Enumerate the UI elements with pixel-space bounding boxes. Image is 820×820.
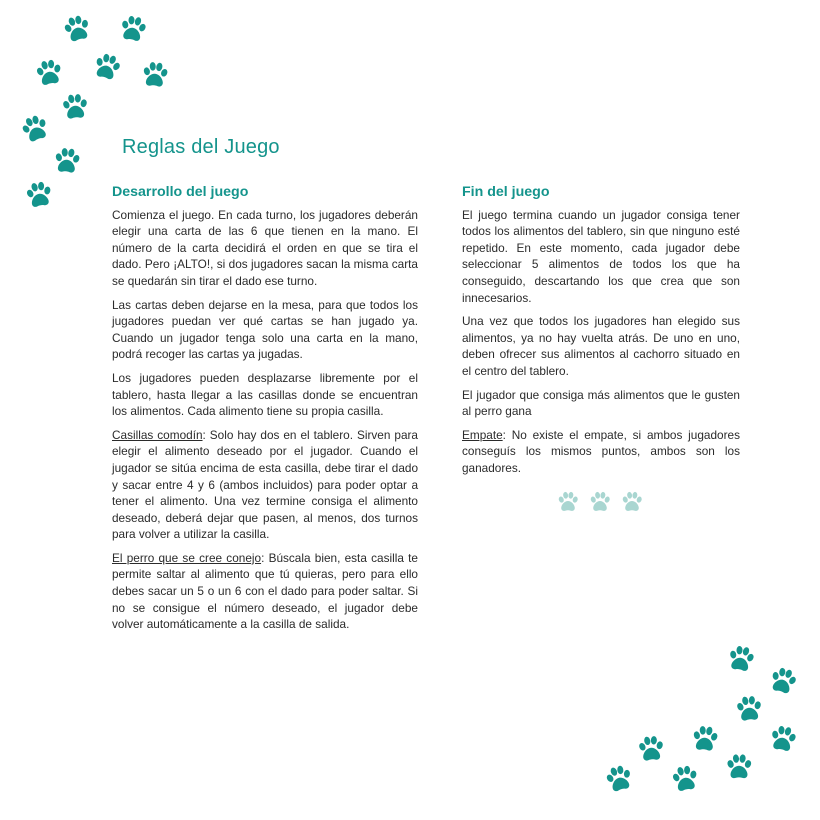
paw-print-icon — [89, 49, 126, 86]
paragraph-text: : No existe el empate, si ambos jugadores conseguís los mismos puntos, ambos son los ganadores. — [462, 427, 740, 475]
paragraph: Una vez que todos los jugadores han elegido sus alimentos, ya no hay vuelta atrás. De uno en uno, deben ofrecer sus alimentos al cachorro situado en el centro del tablero. — [462, 314, 740, 378]
paw-print-icon — [588, 490, 612, 514]
paw-print-icon — [32, 56, 67, 91]
paragraph: El juego termina cuando un jugador consiga tener todos los alimentos del tablero, sin que ninguno esté repetido. En este momento, cada jugador debe seleccionar 5 alimentos de todos los que ha conseguido, descartando los que crea que son innecesarios. — [462, 207, 740, 305]
paw-print-icon — [635, 733, 668, 766]
paragraph — [462, 427, 740, 477]
paw-print-icon — [51, 145, 84, 178]
paw-print-icon — [139, 59, 172, 92]
paragraph: El jugador que consiga más alimentos que le gusten al perro gana — [462, 387, 740, 419]
paw-print-icon — [556, 490, 580, 514]
paw-print-icon — [724, 642, 759, 677]
paw-print-icon — [601, 761, 638, 798]
underlined-term: El perro que se cree conejo — [112, 550, 262, 565]
underlined-term: Empate — [462, 427, 503, 442]
paragraph: Las cartas deben dejarse en la mesa, para que todos los jugadores puedan ver qué cartas se han jugado ya. Cuando un jugador tenga solo una carta en la mano, podrá recoger las cartas ya jugadas. — [112, 297, 418, 362]
paw-print-icon — [116, 12, 151, 47]
paw-print-icon — [22, 178, 57, 213]
paragraph-text: : Búscala bien, esta casilla te permite saltar al alimento que tú quieras, pero para ello debes sacar un 5 o un 6 con el dado para poder saltar. Si no se consigue el número deseado, el jugador debe volver automáticamente a la casilla de salida. — [112, 550, 418, 632]
section-divider-paws — [556, 490, 648, 516]
section-heading-desarrollo: Desarrollo del juego — [112, 184, 249, 200]
paragraph: Comienza el juego. En cada turno, los jugadores deberán elegir una carta de las 6 que tienen en la mano. El número de la carta decidirá el orden en que se tira el dado. Pero ¡ALTO!, si dos jugadores sacan la misma carta se quedarán sin tirar el dado ese turno. — [112, 207, 418, 288]
paragraph-text: : Solo hay dos en el tablero. Sirven para elegir el alimento deseado por el jugador. Cuando el jugador se sitúa encima de esta casilla, debe tirar el dado y sacar entre 4 y 6 (ambos incluidos) para poder optar a tener el alimento. Una vez termine consiga el alimento deseado, deberá dejar que pasen, al menos, dos turnos para volver a utilizar la casilla. — [112, 427, 418, 542]
section-heading-fin: Fin del juego — [462, 184, 550, 200]
underlined-term: Casillas comodín — [112, 427, 203, 442]
paw-print-icon — [733, 693, 766, 726]
paw-print-icon — [620, 490, 644, 514]
paw-print-icon — [16, 110, 54, 148]
paw-print-icon — [668, 762, 703, 797]
page-title: Reglas del Juego — [122, 136, 280, 158]
left-column — [112, 184, 418, 640]
paragraph — [112, 550, 418, 633]
paw-print-icon — [689, 723, 722, 756]
paragraph — [112, 427, 418, 543]
paw-print-icon — [59, 91, 92, 124]
paw-print-icon — [59, 11, 96, 48]
right-column — [462, 184, 740, 484]
paragraph: Los jugadores pueden desplazarse libremente por el tablero, hasta llegar a las casillas donde se encuentran los alimentos. Cada alimento tiene su propia casilla. — [112, 370, 418, 419]
paw-print-icon — [724, 752, 754, 782]
paw-print-icon — [766, 722, 801, 757]
paw-print-icon — [765, 663, 802, 700]
